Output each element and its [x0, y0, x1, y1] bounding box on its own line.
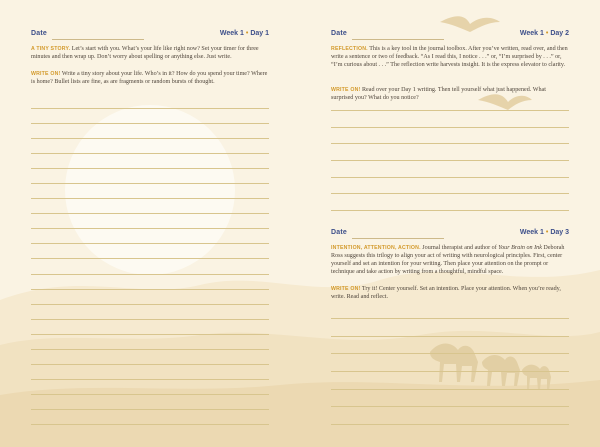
writing-line[interactable] — [31, 394, 269, 395]
writing-line[interactable] — [31, 289, 269, 290]
writing-line[interactable] — [31, 349, 269, 350]
date-line[interactable] — [52, 39, 144, 40]
write-on-paragraph: WRITE ON! Try it! Center yourself. Set an intention. Place your attention. When you’re ready, write. Read and reflect. — [331, 286, 561, 300]
writing-line[interactable] — [31, 153, 269, 154]
writing-line[interactable] — [31, 364, 269, 365]
writing-line[interactable] — [31, 319, 269, 320]
writing-line[interactable] — [31, 213, 269, 214]
writing-line[interactable] — [31, 409, 269, 410]
book-title: Your Brain on Ink — [498, 245, 542, 251]
writing-line[interactable] — [331, 336, 569, 337]
writing-line[interactable] — [31, 258, 269, 259]
prompt-paragraph: A TINY STORY. Let’s start with you. What’s your life like right now? Set your timer for three minutes and then wrap up. Don’t worry about spelling or anything else. Just write. — [31, 46, 259, 60]
writing-line[interactable] — [31, 198, 269, 199]
writing-line[interactable] — [331, 127, 569, 128]
writing-line[interactable] — [31, 379, 269, 380]
day1-header — [31, 30, 269, 44]
writing-lines[interactable] — [31, 108, 269, 424]
date-line[interactable] — [352, 238, 444, 239]
writing-line[interactable] — [31, 424, 269, 425]
writing-line[interactable] — [331, 110, 569, 111]
writing-line[interactable] — [31, 123, 269, 124]
day2-header — [331, 30, 569, 44]
writing-line[interactable] — [31, 183, 269, 184]
writing-line[interactable] — [31, 228, 269, 229]
writing-line[interactable] — [31, 138, 269, 139]
right-page — [300, 0, 600, 447]
writing-line[interactable] — [331, 318, 569, 319]
writing-line[interactable] — [331, 389, 569, 390]
writing-line[interactable] — [31, 304, 269, 305]
writing-line[interactable] — [31, 243, 269, 244]
date-line[interactable] — [352, 39, 444, 40]
writing-line[interactable] — [331, 210, 569, 211]
week-day-label: Week 1 • Day 2 — [519, 30, 569, 37]
write-on-paragraph: WRITE ON! Read over your Day 1 writing. Then tell yourself what just happened. What surprised you? What do you notice? — [331, 87, 546, 101]
date-label: Date — [331, 30, 347, 37]
week-day-label: Week 1 • Day 1 — [219, 30, 269, 37]
writing-line[interactable] — [331, 143, 569, 144]
writing-line[interactable] — [331, 177, 569, 178]
prompt-paragraph: INTENTION, ATTENTION, ACTION. Journal therapist and author of Your Brain on Ink Deborah Ross suggests this trilogy to align your act of writing with neurological principles. First, center yourself and set an intention for your writing. Then place your attention on the prompt or technique and take action by writing from a thoughtful, mindful space. — [331, 245, 565, 275]
day3-header — [331, 229, 569, 243]
prompt-paragraph: REFLECTION. This is a key tool in the journal toolbox. After you’ve written, read over, and then write a sentence or two of feedback. “As I read this, I notice . . .” or, “I’m surprised by . . .” or, “I’m curious about . . .” The reflection write harvests insight. It is the express elevator to clarity. — [331, 46, 568, 68]
date-label: Date — [331, 229, 347, 236]
date-label: Date — [31, 30, 47, 37]
writing-line[interactable] — [331, 371, 569, 372]
writing-line[interactable] — [331, 193, 569, 194]
writing-line[interactable] — [31, 168, 269, 169]
writing-lines[interactable] — [331, 318, 569, 424]
writing-line[interactable] — [31, 108, 269, 109]
writing-line[interactable] — [31, 274, 269, 275]
write-on-paragraph: WRITE ON! Write a tiny story about your life. Who’s in it? How do you spend your time? Where is home? Bullet lists are fine, as are fragments or random bursts of thought. — [31, 71, 268, 85]
writing-line[interactable] — [331, 160, 569, 161]
week-day-label: Week 1 • Day 3 — [519, 229, 569, 236]
writing-lines[interactable] — [331, 110, 569, 210]
writing-line[interactable] — [331, 406, 569, 407]
writing-line[interactable] — [331, 353, 569, 354]
writing-line[interactable] — [331, 424, 569, 425]
writing-line[interactable] — [31, 334, 269, 335]
